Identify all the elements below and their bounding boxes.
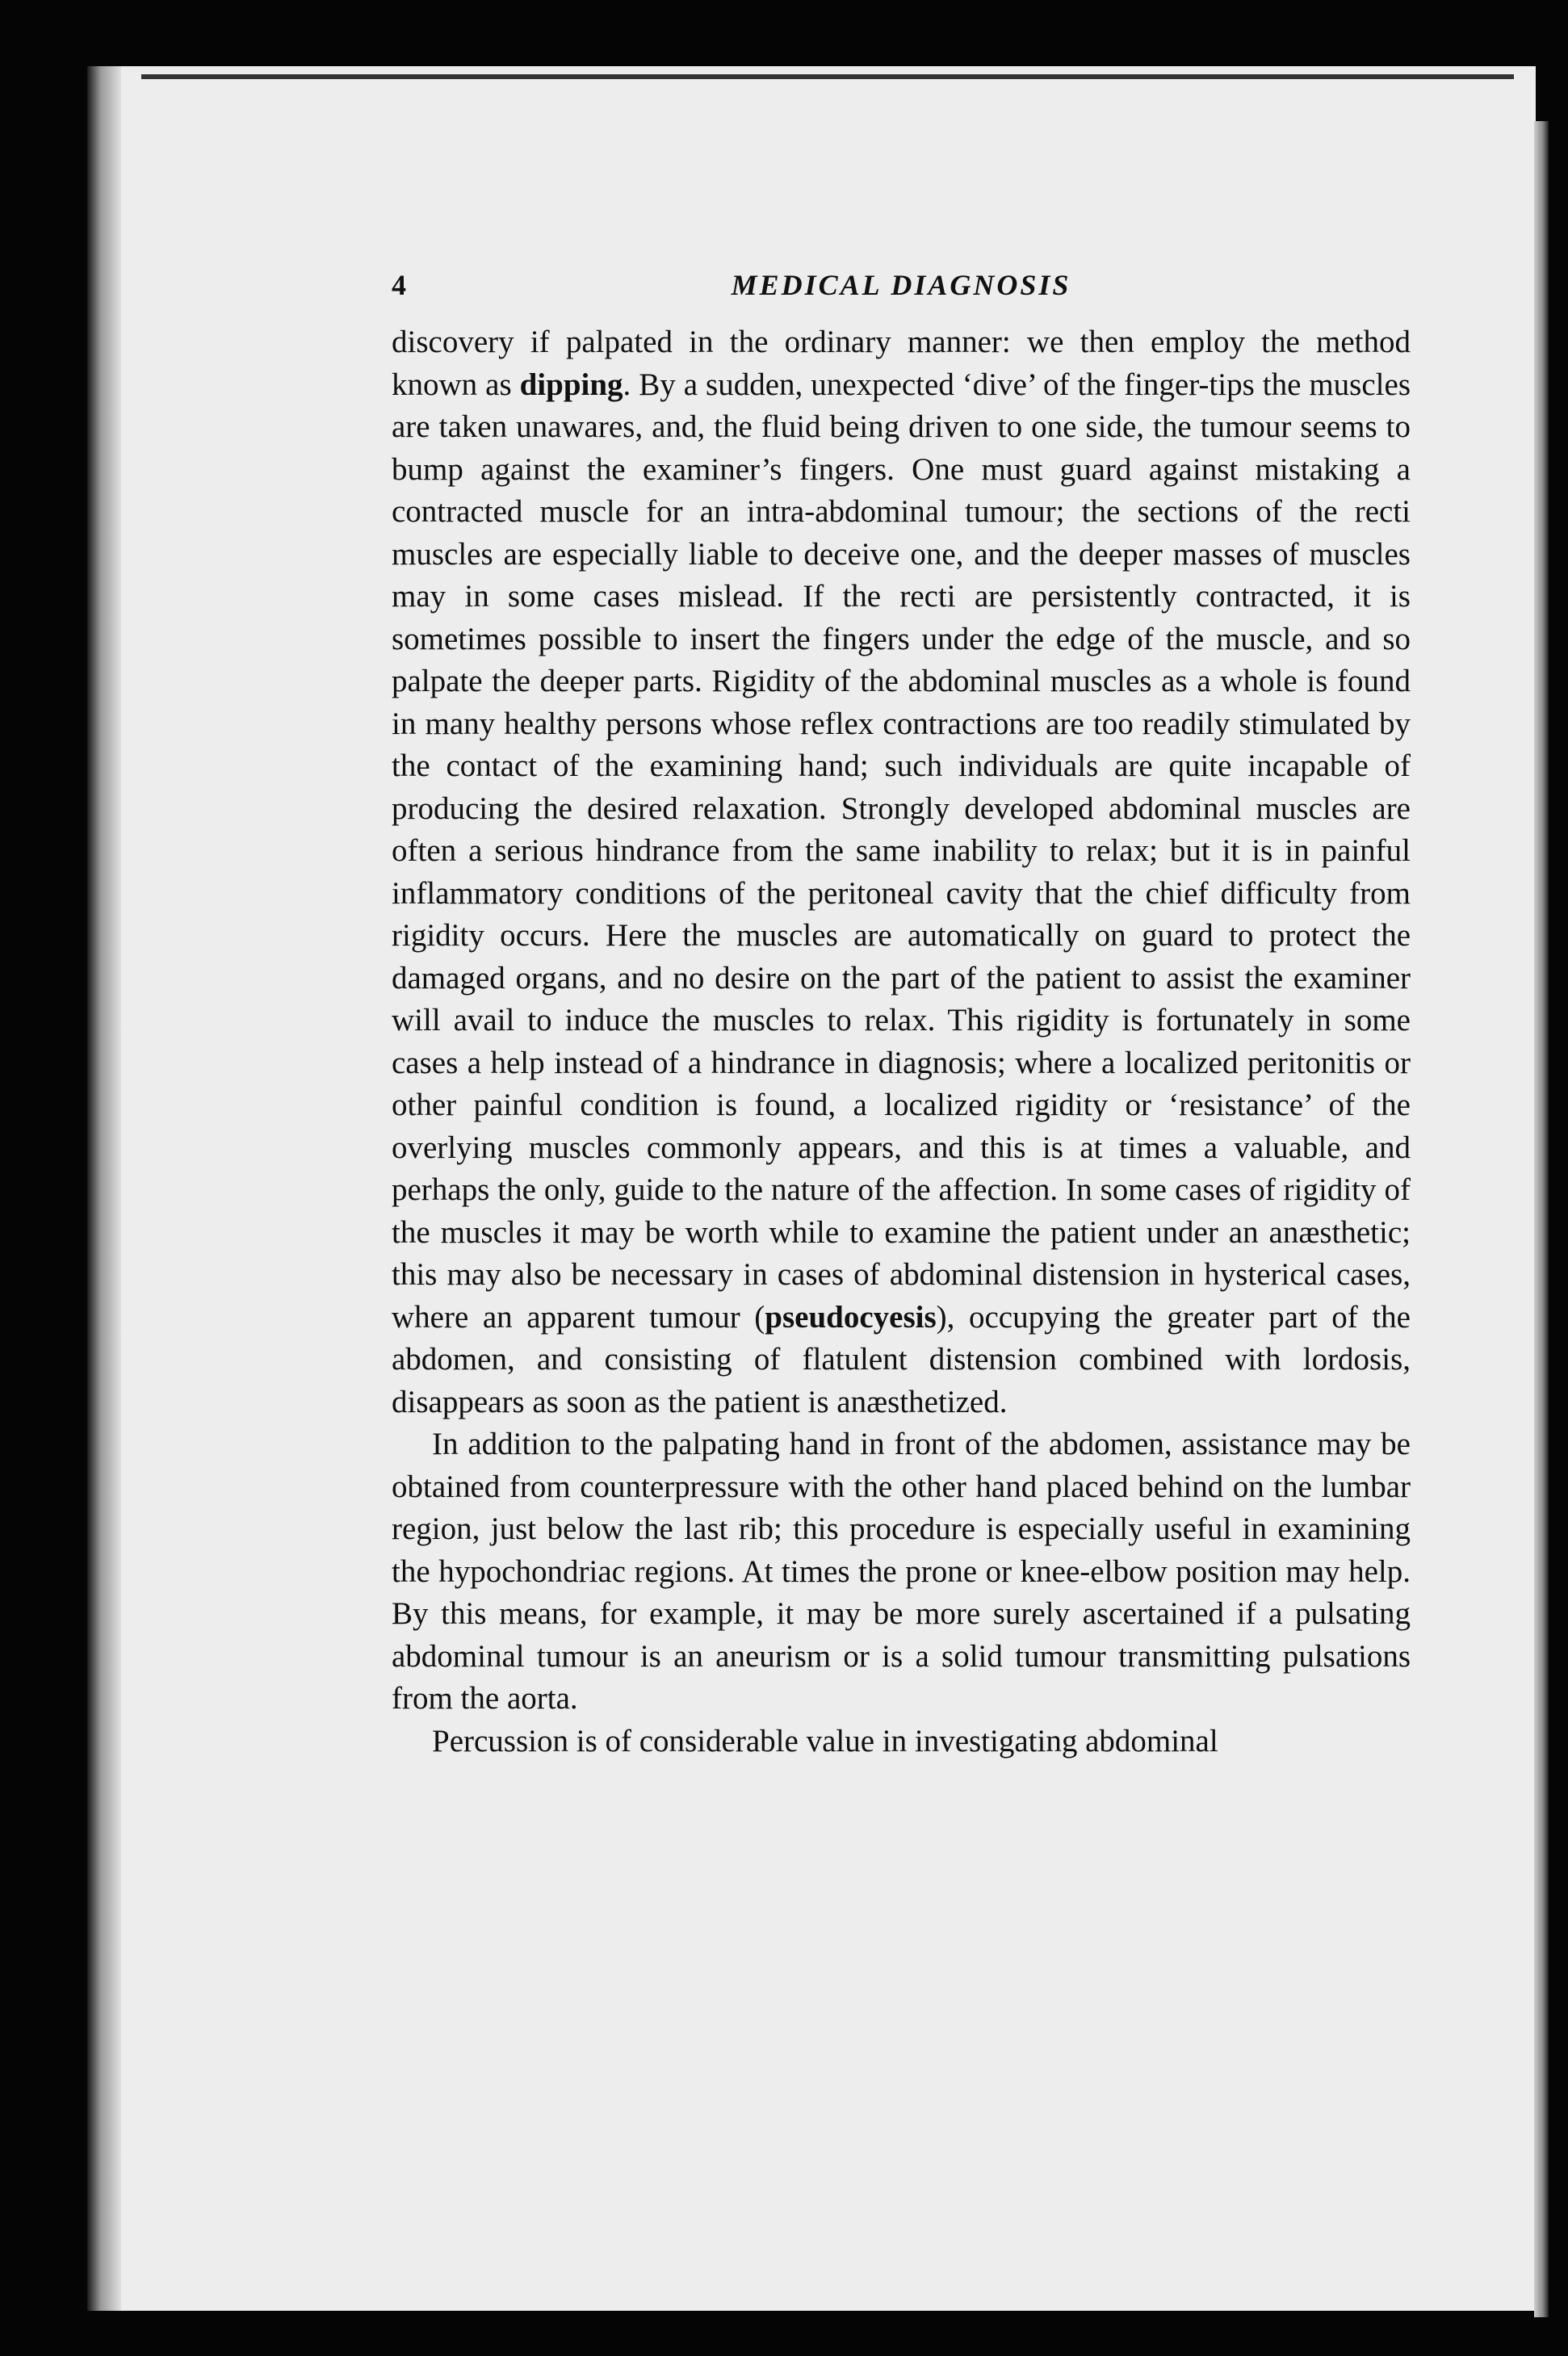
- term-pseudocyesis: pseudocyesis: [765, 1299, 937, 1335]
- page-left-edge: [87, 66, 121, 2311]
- body-text: [392, 321, 1411, 1763]
- term-dipping: dipping: [519, 367, 623, 402]
- paragraph-1-text-c: ), occupying the greater part of the abdomen, and consisting of flatulent distension combined with lordosis, disappears as soon as the patient is anæsthetized.: [392, 1299, 1411, 1419]
- page-number: 4: [392, 269, 406, 301]
- page-right-edge: [1534, 121, 1549, 2317]
- paragraph-1-text-b: . By a sudden, unexpected ‘dive’ of the finger-tips the muscles are taken unawares, and, the fluid being driven to one side, the tumour seems to bump against the examiner’s fingers. One must guard against mistaking a contracted muscle for an intra-abdominal tumour; the sections of the recti muscles are especially liable to deceive one, and the deeper masses of muscles may in some cases mislead. If the recti are persistently contracted, it is sometimes possible to insert the fingers under the edge of the muscle, and so palpate the deeper parts. Rigidity of the abdominal muscles as a whole is found in many healthy persons whose reflex contractions are too readily stimulated by the contact of the examining hand; such individuals are quite incapable of producing the desired relaxation. Strongly developed abdominal muscles are often a serious hindrance from the same inability to relax; but it is in painful inflammatory conditions of the peritoneal cavity that the chief difficulty from rigidity occurs. Here the muscles are automatically on guard to protect the damaged organs, and no desire on the part of the patient to assist the examiner will avail to induce the muscles to relax. This rigidity is fortunately in some cases a help instead of a hindrance in diagnosis; where a localized peritonitis or other painful condition is found, a localized rigidity or ‘resistance’ of the overlying muscles commonly appears, and this is at times a valuable, and perhaps the only, guide to the nature of the affection. In some cases of rigidity of the muscles it may be worth while to examine the patient under an anæsthetic; this may also be necessary in cases of abdominal distension in hysterical cases, where an apparent tumour (: [392, 367, 1411, 1335]
- paragraph-1-text-a: discovery if palpated in the ordinary manner: we then employ the method known as: [392, 325, 1411, 402]
- running-title: MEDICAL DIAGNOSIS: [731, 269, 1071, 301]
- paragraph-1: [392, 321, 1411, 1423]
- paragraph-2: In addition to the palpating hand in front of the abdomen, assistance may be obtained from counterpressure with the other hand placed behind on the lumbar region, just below the last rib; this procedure is especially useful in examining the hypochondriac regions. At times the prone or knee-elbow position may help. By this means, for example, it may be more surely ascertained if a pulsating abdominal tumour is an aneurism or is a solid tumour transmitting pulsations from the aorta.: [392, 1427, 1411, 1716]
- page-top-rule: [141, 74, 1514, 79]
- paragraph-3: Percussion is of considerable value in investigating abdominal: [432, 1723, 1218, 1759]
- page-header: [392, 268, 1411, 308]
